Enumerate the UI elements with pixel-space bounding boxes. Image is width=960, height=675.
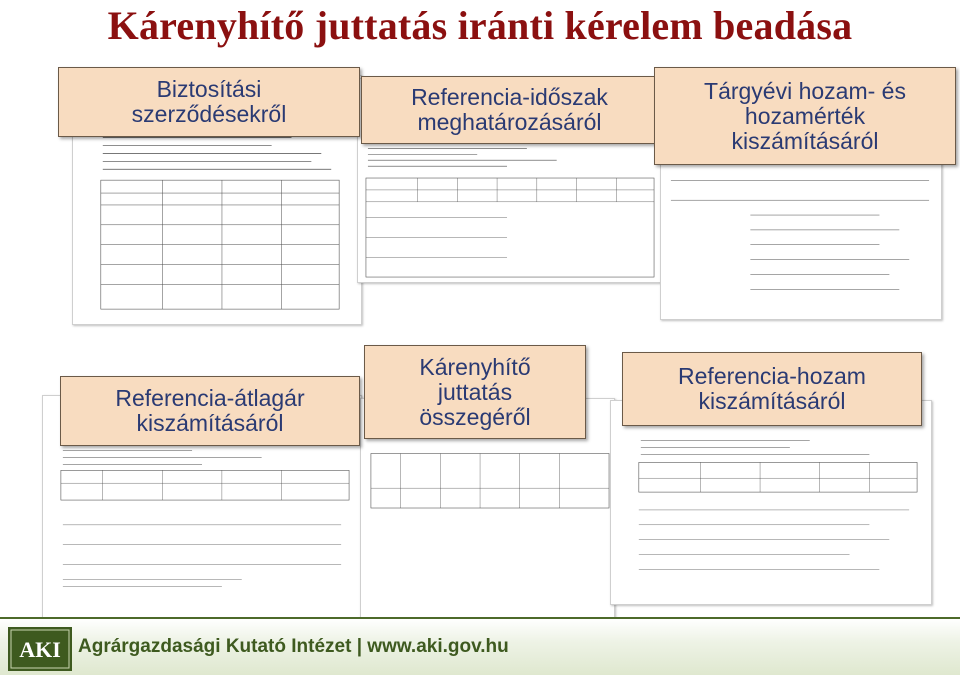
section-label-reference-period: Referencia-időszak meghatározásáról (361, 76, 658, 144)
section-label-reference-yield: Referencia-hozam kiszámításáról (622, 352, 922, 426)
section-label-compensation-amount: Kárenyhítő juttatás összegéről (364, 345, 586, 439)
document-thumbnail-reference-yield (610, 400, 932, 605)
aki-logo-icon (8, 627, 72, 671)
svg-text:AKI: AKI (19, 637, 61, 662)
section-label-yield-calculation: Tárgyévi hozam- és hozamérték kiszámításáról (654, 67, 956, 165)
institute-name: Agrárgazdasági Kutató Intézet | www.aki.gov.hu (78, 636, 509, 657)
footer-bar (0, 617, 960, 675)
section-label-insurance-contracts: Biztosítási szerződésekről (58, 67, 360, 137)
slide-title: Kárenyhítő juttatás iránti kérelem beadása (107, 3, 853, 48)
section-label-reference-average-price: Referencia-átlagár kiszámításáról (60, 376, 360, 446)
